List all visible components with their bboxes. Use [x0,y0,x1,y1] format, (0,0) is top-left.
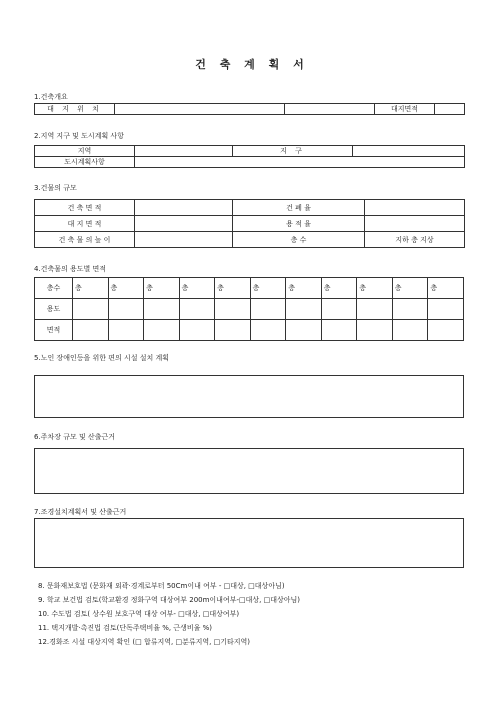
site-area-label: 대지면적 [375,104,435,115]
site-location-value[interactable] [115,104,285,115]
zoning-table [34,145,465,168]
section-3-heading: 3.건물의 규모 [34,184,77,192]
area-label: 면적 [35,320,73,341]
section-7-heading: 7.조경설치계획서 및 산출근거 [34,508,127,516]
use-cell[interactable] [428,299,464,320]
floors-value[interactable]: 지하 층 지상 [365,232,465,248]
floor-header: 층수 [35,278,73,299]
floor-col-3: 층 [144,278,180,299]
use-cell[interactable] [357,299,393,320]
floor-area-ratio-value[interactable] [365,216,465,232]
use-cell[interactable] [108,299,144,320]
overview-table [34,103,465,115]
floor-col-11: 층 [428,278,464,299]
area-cell[interactable] [321,320,357,341]
scale-table [34,199,465,248]
section-6-heading: 6.주차장 규모 및 산출근거 [34,433,115,441]
floor-col-8: 층 [321,278,357,299]
urban-plan-value[interactable] [135,157,465,168]
building-height-value[interactable] [135,232,233,248]
floor-area-ratio-label: 용 적 율 [233,216,365,232]
district-label: 지 구 [233,146,353,157]
accessibility-plan-box[interactable] [34,375,464,418]
building-height-label: 건 축 물 의 높 이 [35,232,135,248]
building-area-label: 건 축 면 적 [35,200,135,216]
area-cell[interactable] [392,320,428,341]
floor-col-6: 층 [250,278,286,299]
use-label: 용도 [35,299,73,320]
use-cell[interactable] [179,299,215,320]
section-1-heading: 1.건축개요 [34,93,68,101]
building-area-value[interactable] [135,200,233,216]
floor-col-5: 층 [215,278,251,299]
area-cell[interactable] [428,320,464,341]
use-cell[interactable] [286,299,322,320]
floors-label: 층 수 [233,232,365,248]
zone-value[interactable] [135,146,233,157]
floor-col-10: 층 [392,278,428,299]
use-cell[interactable] [144,299,180,320]
section-4-heading: 4.건축물의 용도별 면적 [34,265,106,273]
area-cell[interactable] [286,320,322,341]
document-title: 건 축 계 획 서 [195,58,309,71]
use-cell[interactable] [250,299,286,320]
area-cell[interactable] [144,320,180,341]
floor-col-7: 층 [286,278,322,299]
note-10: 10. 수도법 검토( 상수원 보호구역 대상 여부- □대상, □대상여부) [38,610,240,618]
coverage-ratio-label: 건 폐 율 [233,200,365,216]
use-cell[interactable] [321,299,357,320]
section-5-heading: 5.노인 장애인등을 위한 편의 시설 설치 계획 [34,354,169,362]
note-8: 8. 문화재보호법 (문화재 외곽·경계로부터 50Cm이내 여부 - □대상, □대상아님) [38,582,285,590]
section-2-heading: 2.지역 지구 및 도시계획 사항 [34,132,124,140]
coverage-ratio-value[interactable] [365,200,465,216]
note-12: 12.경화조 시설 대상지역 확인 (□ 합류지역, □분류지역, □기타지역) [38,638,250,646]
site-area-value-2[interactable] [135,216,233,232]
area-cell[interactable] [357,320,393,341]
area-cell[interactable] [179,320,215,341]
urban-plan-label: 도시계획사항 [35,157,135,168]
use-cell[interactable] [215,299,251,320]
area-cell[interactable] [108,320,144,341]
area-cell[interactable] [250,320,286,341]
landscaping-plan-box[interactable] [34,518,464,568]
area-cell[interactable] [73,320,109,341]
floor-col-2: 층 [108,278,144,299]
district-value[interactable] [353,146,465,157]
overview-spacer [285,104,375,115]
note-11: 11. 택지개발·촉진법 검토(단독주택비율 %, 근생비율 %) [38,624,212,632]
zone-label: 지역 [35,146,135,157]
use-cell[interactable] [392,299,428,320]
floor-col-4: 층 [179,278,215,299]
use-area-table [34,277,464,341]
site-location-label: 대 지 위 치 [35,104,115,115]
site-area-label-2: 대 지 면 적 [35,216,135,232]
floor-col-1: 층 [73,278,109,299]
note-9: 9. 학교 보건법 검토(학교환경 정화구역 대상여부 200m이내여부-□대상, □대상아님) [38,596,300,604]
site-area-value[interactable] [435,104,465,115]
area-cell[interactable] [215,320,251,341]
parking-plan-box[interactable] [34,448,464,494]
floor-col-9: 층 [357,278,393,299]
use-cell[interactable] [73,299,109,320]
